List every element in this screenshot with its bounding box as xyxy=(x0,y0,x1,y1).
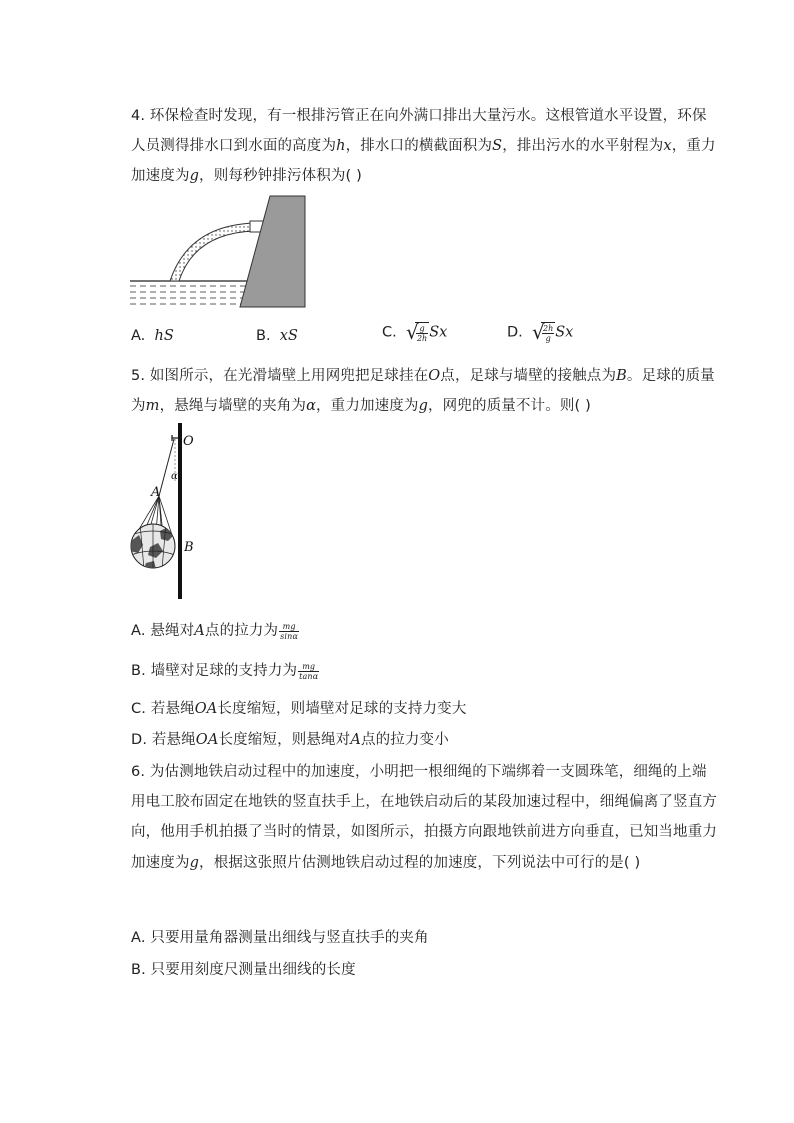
q5-opt-c-pre: C. 若悬绳 xyxy=(131,701,195,717)
q4-text-3a: 加速度为 xyxy=(131,168,190,184)
q4-line-1 xyxy=(131,104,707,125)
frac-b-den: tanα xyxy=(299,671,319,681)
q6-opt-b-text: B. 只要用刻度尺测量出细线的长度 xyxy=(131,962,356,978)
q5-text-1c: 。足球的质量 xyxy=(626,368,715,384)
var-h: h xyxy=(336,138,346,154)
frac-a-den: sinα xyxy=(280,631,298,641)
q6-line-3 xyxy=(131,820,717,841)
frac-mg-sin xyxy=(279,622,299,641)
q4-line-3 xyxy=(131,164,362,185)
q4-text-3b: ，则每秒钟排污体积为( ) xyxy=(199,168,362,184)
q4-option-c[interactable] xyxy=(382,322,447,343)
option-d-tail: Sx xyxy=(555,324,574,341)
q4-text-2a: 人员测得排水口到水面的高度为 xyxy=(131,138,337,154)
option-d-label: D. xyxy=(507,324,523,341)
q4-line-2 xyxy=(131,134,716,155)
option-d-sqrt: √ $\frac{2h}{g}$ xyxy=(532,320,554,344)
var-OA-c: OA xyxy=(194,701,218,717)
q4-option-d[interactable] xyxy=(507,322,573,343)
q6-text-4b: ，根据这张照片估测地铁启动过程的加速度，下列说法中可行的是( ) xyxy=(199,855,641,871)
q5-option-d[interactable] xyxy=(131,728,449,749)
q5-opt-a-mid: 点的拉力为 xyxy=(204,623,279,639)
q6-text-2: 用电工胶布固定在地铁的竖直扶手上，在地铁启动后的某段加速过程中，细绳偏离了竖直方 xyxy=(131,794,717,810)
q5-opt-c-post: 长度缩短，则墙壁对足球的支持力变大 xyxy=(217,701,467,717)
q5-line-2 xyxy=(131,394,591,415)
q5-line-1 xyxy=(131,364,715,385)
var-O: O xyxy=(428,368,441,384)
q5-text-2a: 为 xyxy=(131,398,146,414)
q5-option-b[interactable] xyxy=(131,659,320,681)
d-num: 2h xyxy=(543,324,554,333)
q4-text-1: 4. 环保检查时发现，有一根排污管正在向外满口排出大量污水。这根管道水平设置，环保 xyxy=(131,108,707,124)
q5-opt-a-pre: A. 悬绳对 xyxy=(131,623,195,639)
wall xyxy=(178,423,182,599)
q5-opt-d-post: 点的拉力变小 xyxy=(360,732,449,748)
option-a-text: hS xyxy=(154,328,174,344)
label-A: A xyxy=(151,485,161,500)
drainage-pipe-figure xyxy=(130,193,310,311)
q5-option-a[interactable] xyxy=(131,619,300,641)
q5-opt-d-mid: 长度缩短，则悬绳对 xyxy=(218,732,351,748)
q5-text-1a: 5. 如图所示，在光滑墙壁上用网兜把足球挂在 xyxy=(131,368,429,384)
option-c-label: C. xyxy=(382,324,397,341)
q6-text-3: 向，他用手机拍摄了当时的情景，如图所示，拍摄方向跟地铁前进方向垂直，已知当地重力 xyxy=(131,824,717,840)
q4-text-2c: ，排出污水的水平射程为 xyxy=(502,138,664,154)
q6-text-1: 6. 为估测地铁启动过程中的加速度，小明把一根细绳的下端绑着一支圆珠笔，细绳的上端 xyxy=(131,764,707,780)
q5-text-2d: ，网兜的质量不计。则( ) xyxy=(428,398,591,414)
q6-option-b[interactable] xyxy=(131,958,356,979)
embankment-wall xyxy=(240,196,305,307)
q6-line-2 xyxy=(131,790,717,811)
label-alpha: α xyxy=(171,471,178,482)
option-a-label: A. xyxy=(131,328,146,344)
q5-opt-d-pre: D. 若悬绳 xyxy=(131,732,196,748)
var-g: g xyxy=(189,168,200,184)
option-b-label: B. xyxy=(256,328,271,344)
var-B: B xyxy=(616,368,627,384)
q6-option-a[interactable] xyxy=(131,926,429,947)
var-OA-d: OA xyxy=(195,732,219,748)
frac-a-num: mg xyxy=(279,622,299,632)
var-g-q6: g xyxy=(189,855,200,871)
rope xyxy=(159,439,174,496)
q4-text-2b: ，排水口的横截面积为 xyxy=(345,138,493,154)
q5-text-2b: ，悬绳与墙壁的夹角为 xyxy=(159,398,307,414)
option-c-sqrt: √ $\frac{g}{2h}$ xyxy=(405,320,428,344)
q4-text-2d: ，重力 xyxy=(671,138,716,154)
var-g-q5: g xyxy=(418,398,429,414)
q4-option-a[interactable] xyxy=(131,328,174,344)
football-wall-figure xyxy=(128,423,208,601)
var-S: S xyxy=(492,138,503,154)
var-A: A xyxy=(194,623,205,639)
q4-option-b[interactable] xyxy=(256,328,298,344)
var-A-d: A xyxy=(350,732,361,748)
q6-opt-a-text: A. 只要用量角器测量出细线与竖直扶手的夹角 xyxy=(131,930,429,946)
q6-line-1 xyxy=(131,760,707,781)
q6-text-4a: 加速度为 xyxy=(131,855,190,871)
frac-b-num: mg xyxy=(298,662,319,672)
c-den: 2h xyxy=(416,334,428,343)
q5-text-2c: ，重力加速度为 xyxy=(316,398,419,414)
option-b-text: xS xyxy=(279,328,298,344)
d-den: g xyxy=(545,334,551,343)
label-O: O xyxy=(183,434,194,449)
q5-option-c[interactable] xyxy=(131,697,466,718)
var-m: m xyxy=(145,398,160,414)
label-B: B xyxy=(184,540,194,555)
q6-line-4 xyxy=(131,851,640,872)
c-num: g xyxy=(416,324,428,334)
water-body xyxy=(130,282,248,305)
q5-opt-b-pre: B. 墙壁对足球的支持力为 xyxy=(131,663,298,679)
var-x: x xyxy=(663,138,672,154)
q5-text-1b: 点，足球与墙壁的接触点为 xyxy=(440,368,617,384)
frac-mg-tan xyxy=(298,662,319,681)
option-c-tail: Sx xyxy=(429,324,448,341)
var-alpha: α xyxy=(306,398,317,414)
